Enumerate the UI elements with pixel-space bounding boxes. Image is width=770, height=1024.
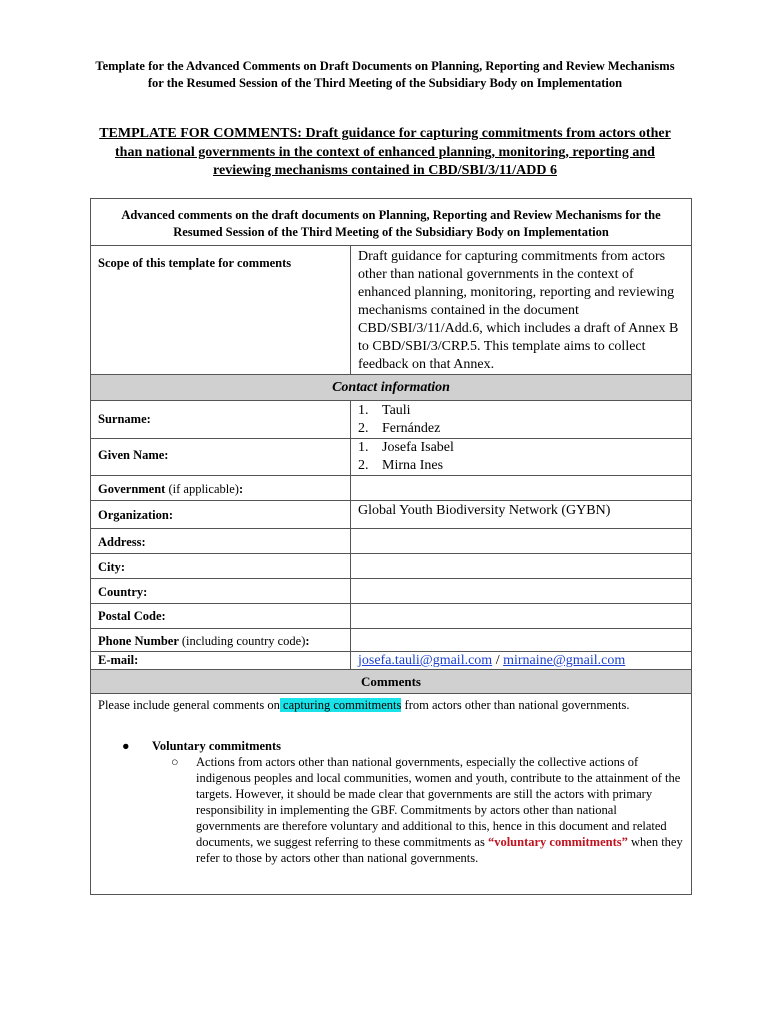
organization-row <box>91 501 692 529</box>
scope-label: Scope of this template for comments <box>91 246 351 375</box>
city-row <box>91 554 692 579</box>
table-header-row <box>91 199 692 246</box>
comments-body[interactable] <box>91 694 692 895</box>
postal-code-value[interactable] <box>351 604 692 629</box>
comments-form-table <box>90 198 692 895</box>
comments-section-row <box>91 670 692 694</box>
given-name-item: 1. Josefa Isabel <box>358 440 454 455</box>
contact-heading: Contact information <box>91 375 692 401</box>
bullet-voluntary-commitments <box>112 738 684 754</box>
address-label: Address: <box>91 529 351 554</box>
city-value[interactable] <box>351 554 692 579</box>
country-label: Country: <box>91 579 351 604</box>
postal-code-label: Postal Code: <box>91 604 351 629</box>
scope-row <box>91 246 692 375</box>
address-value[interactable] <box>351 529 692 554</box>
sub-bullet-circle-icon: ○ <box>171 755 179 769</box>
surname-value[interactable] <box>351 401 692 439</box>
bullet-dot-icon: ● <box>122 739 130 753</box>
address-row <box>91 529 692 554</box>
surname-item: 1. Tauli <box>358 403 411 418</box>
given-name-value[interactable] <box>351 439 692 476</box>
email-link-1[interactable]: josefa.tauli@gmail.com <box>358 653 493 668</box>
voluntary-commitments-term: “voluntary commitments” <box>487 835 628 849</box>
surname-label: Surname: <box>91 401 351 439</box>
surname-item: 2. Fernández <box>358 421 441 436</box>
email-row <box>91 652 692 670</box>
postal-code-row <box>91 604 692 629</box>
email-label: E-mail: <box>91 652 351 670</box>
bullet-title: Voluntary commitments <box>152 739 282 753</box>
country-row <box>91 579 692 604</box>
phone-label: Phone Number (including country code): <box>91 629 351 652</box>
comments-row <box>91 694 692 895</box>
table-header: Advanced comments on the draft documents on Planning, Reporting and Review Mechanisms for the Resumed Session of the Third Meeting of the Subsidiary Body on Implementation <box>91 199 692 246</box>
phone-row <box>91 629 692 652</box>
scope-value: Draft guidance for capturing commitments from actors other than national governments in the context of enhanced planning, monitoring, reporting and reviewing mechanisms contained in the document CBD/SBI/3/11/Add.6, which includes a draft of Annex B to CBD/SBI/3/CRP.5. This template aims to collect feedback on that Annex. <box>351 246 692 375</box>
sub-bullet-paragraph: ○ Actions from actors other than national governments, especially the collective actions of indigenous peoples and local communities, women and youth, contribute to the attainment of the targets. However, it should be made clear that governments are still the actors with primary responsibility in implementing the GBF. Commitments by actors other than national governments are therefore voluntary and additional to this, hence in this document and related documents, we suggest referring to these commitments as “voluntary commitments” when they refer to those by actors other than national governments. <box>171 755 683 865</box>
document-title: Template for the Advanced Comments on Draft Documents on Planning, Reporting and Review Mechanisms for the Resumed Session of the Third Meeting of the Subsidiary Body on Implementation <box>95 59 675 90</box>
template-title: TEMPLATE FOR COMMENTS: Draft guidance for capturing commitments from actors other than national governments in the context of enhanced planning, monitoring, reporting and reviewing mechanisms contained in CBD/SBI/3/11/ADD 6 <box>99 126 671 178</box>
phone-value[interactable] <box>351 629 692 652</box>
comments-heading: Comments <box>91 670 692 694</box>
organization-value[interactable]: Global Youth Biodiversity Network (GYBN) <box>351 501 692 529</box>
given-name-row <box>91 439 692 476</box>
surname-row <box>91 401 692 439</box>
government-row <box>91 476 692 501</box>
organization-label: Organization: <box>91 501 351 529</box>
given-name-item: 2. Mirna Ines <box>358 458 444 473</box>
highlighted-text: capturing commitments <box>279 698 402 712</box>
given-name-label: Given Name: <box>91 439 351 476</box>
email-link-2[interactable]: mirnaine@gmail.com <box>503 653 626 668</box>
city-label: City: <box>91 554 351 579</box>
government-value[interactable] <box>351 476 692 501</box>
contact-section-row <box>91 375 692 401</box>
country-value[interactable] <box>351 579 692 604</box>
government-label: Government (if applicable): <box>91 476 351 501</box>
comments-intro: Please include general comments on capturing commitments from actors other than national governments. <box>98 698 630 712</box>
email-value[interactable]: josefa.tauli@gmail.com / mirnaine@gmail.com <box>351 652 692 670</box>
